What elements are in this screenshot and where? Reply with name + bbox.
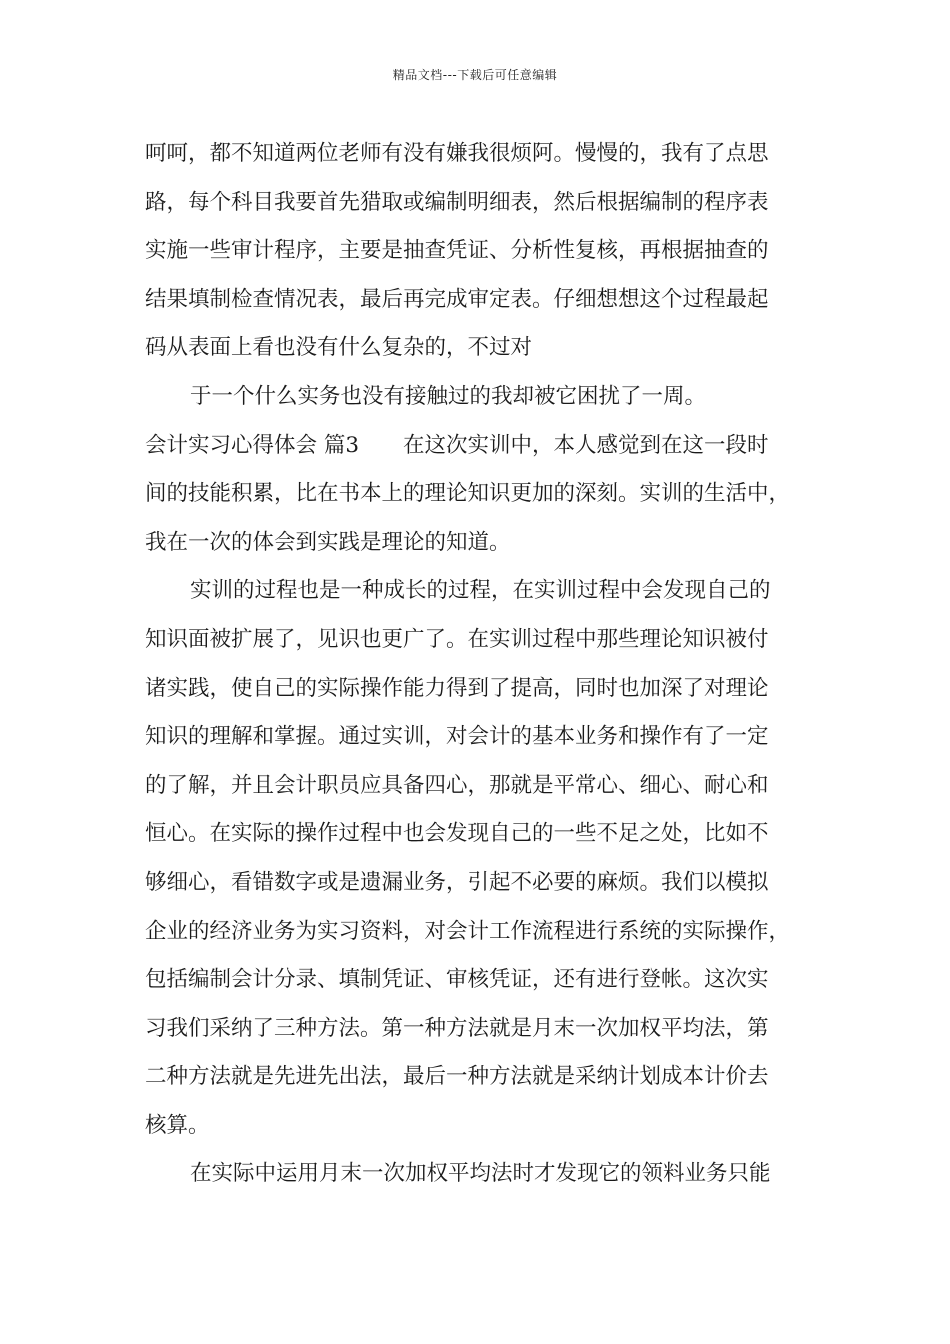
text-line: 包括编制会计分录、填制凭证、审核凭证，还有进行登帐。这次实	[145, 967, 769, 993]
text-line: 间的技能积累，比在书本上的理论知识更加的深刻。实训的生活中，	[145, 481, 791, 507]
text-line: 恒心。在实际的操作过程中也会发现自己的一些不足之处，比如不	[145, 821, 769, 847]
text-line: 路，每个科目我要首先猎取或编制明细表，然后根据编制的程序表	[145, 189, 769, 215]
heading-line-text: 在这次实训中，本人感觉到在这一段时	[403, 432, 769, 458]
text-line: 企业的经济业务为实习资料，对会计工作流程进行系统的实际操作，	[145, 918, 791, 944]
text-line: 于一个什么实务也没有接触过的我却被它困扰了一周。	[190, 383, 707, 409]
text-line: 的了解，并且会计职员应具备四心，那就是平常心、细心、耐心和	[145, 772, 769, 798]
text-line: 码从表面上看也没有什么复杂的，不过对	[145, 335, 533, 361]
text-line: 在实际中运用月末一次加权平均法时才发现它的领料业务只能	[190, 1161, 771, 1187]
paragraph-group-after-heading	[145, 470, 810, 1199]
text-line: 诸实践，使自己的实际操作能力得到了提高，同时也加深了对理论	[145, 675, 769, 701]
text-line: 知识面被扩展了，见识也更广了。在实训过程中那些理论知识被付	[145, 626, 769, 652]
text-line: 结果填制检查情况表，最后再完成审定表。仔细想想这个过程最起	[145, 286, 769, 312]
section-heading-line	[145, 422, 810, 471]
text-line: 二种方法就是先进先出法，最后一种方法就是采纳计划成本计价去	[145, 1064, 769, 1090]
text-line: 实训的过程也是一种成长的过程，在实训过程中会发现自己的	[190, 578, 771, 604]
text-line: 知识的理解和掌握。通过实训，对会计的基本业务和操作有了一定	[145, 724, 769, 750]
text-line: 呵呵，都不知道两位老师有没有嫌我很烦阿。慢慢的，我有了点思	[145, 141, 769, 166]
text-line: 实施一些审计程序，主要是抽查凭证、分析性复核，再根据抽查的	[145, 238, 769, 264]
document-body	[145, 130, 810, 1199]
text-line: 我在一次的体会到实践是理论的知道。	[145, 529, 511, 555]
section-heading: 会计实习心得体会 篇3	[145, 432, 360, 458]
text-line: 够细心，看错数字或是遗漏业务，引起不必要的麻烦。我们以模拟	[145, 869, 769, 895]
text-line: 核算。	[145, 1112, 210, 1138]
page-header: 精品文档---下载后可任意编辑	[392, 68, 558, 82]
text-line: 习我们采纳了三种方法。第一种方法就是月末一次加权平均法，第	[145, 1015, 769, 1041]
paragraph-group-before-heading	[145, 130, 810, 422]
